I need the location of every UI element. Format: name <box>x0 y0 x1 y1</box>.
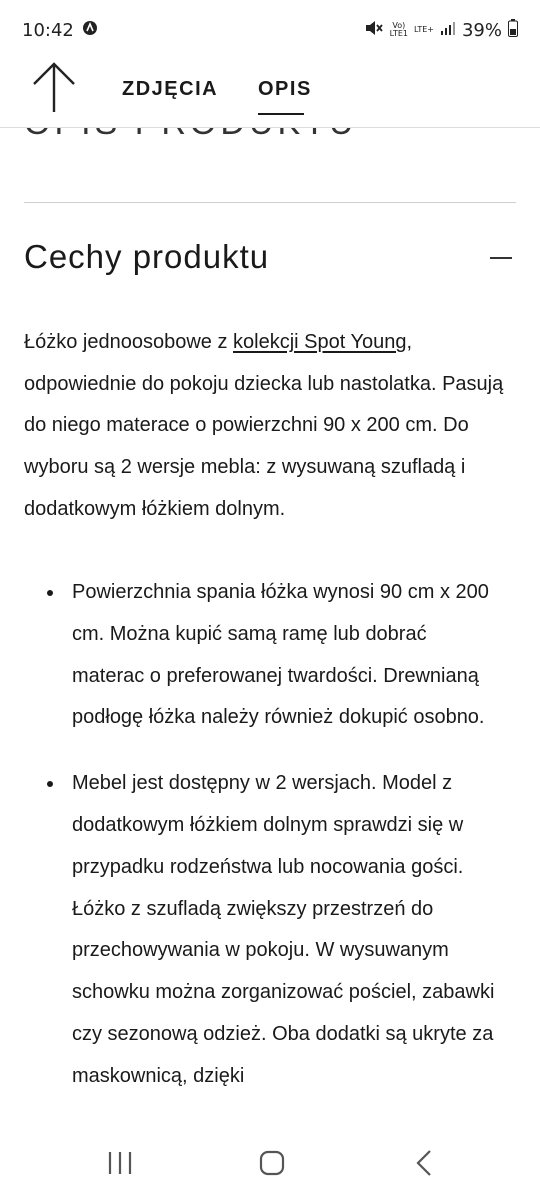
collection-link[interactable]: kolekcji Spot Young <box>233 331 407 353</box>
intro-paragraph <box>24 322 516 531</box>
list-item <box>0 763 540 1097</box>
mute-icon <box>364 19 384 42</box>
bullet-icon <box>47 590 53 596</box>
recents-button[interactable] <box>100 1148 140 1178</box>
section-title: Cechy produktu <box>24 238 270 275</box>
app-notification-icon <box>82 20 98 41</box>
intro-text-start: Łóżko jednoosobowe z <box>24 331 234 353</box>
arrow-up-icon <box>30 60 78 116</box>
status-bar <box>0 0 540 60</box>
lte-indicator: LTE+ <box>413 25 434 34</box>
home-icon <box>252 1148 292 1178</box>
battery-icon <box>508 19 518 42</box>
volte-indicator: Vo) LTE1 <box>389 21 408 38</box>
chevron-left-icon <box>404 1148 444 1178</box>
intro-text-end: , odpowiednie do pokoju dziecka lub nastolatka. Pasują do niego materace o powierzchni 90 x 200 cm. Do wyboru są 2 wersje mebla: z wysuwaną szufladą i dodatkowym łóżkiem dolnym. <box>24 331 504 520</box>
recents-icon <box>100 1148 140 1178</box>
system-back-button[interactable] <box>404 1148 444 1178</box>
tab-photos[interactable]: ZDJĘCIA <box>122 78 219 100</box>
list-item-text: Powierzchnia spania łóżka wynosi 90 cm x 200 cm. Można kupić samą ramę lub dobrać materac o preferowanej twardości. Drewnianą podłogę łóżka należy również dokupić osobno. <box>72 581 489 729</box>
active-tab-indicator <box>258 113 304 115</box>
signal-icon <box>440 20 456 41</box>
system-nav-bar <box>0 1130 540 1200</box>
tab-description[interactable]: OPIS <box>258 78 312 100</box>
feature-list <box>0 572 540 1122</box>
top-nav <box>0 60 540 128</box>
battery-percent: 39% <box>461 19 502 41</box>
list-item-text: Mebel jest dostępny w 2 wersjach. Model z dodatkowym łóżkiem dolnym sprawdzi się w przypadku rodzeństwa lub nocowania gości. Łóżko z szufladą zwiększy przestrzeń do przechowywania w pokoju. W wysuwanym schowku można zorganizować pościel, zabawki czy sezonową odzież. Oba dodatki są ukryte za maskownicą, dzięki <box>72 772 495 1087</box>
status-time: 10:42 <box>22 19 74 41</box>
bullet-icon <box>47 781 53 787</box>
home-button[interactable] <box>252 1148 292 1178</box>
back-button[interactable] <box>30 60 78 116</box>
divider <box>24 202 516 203</box>
list-item <box>0 572 540 739</box>
minus-icon[interactable] <box>490 257 512 259</box>
